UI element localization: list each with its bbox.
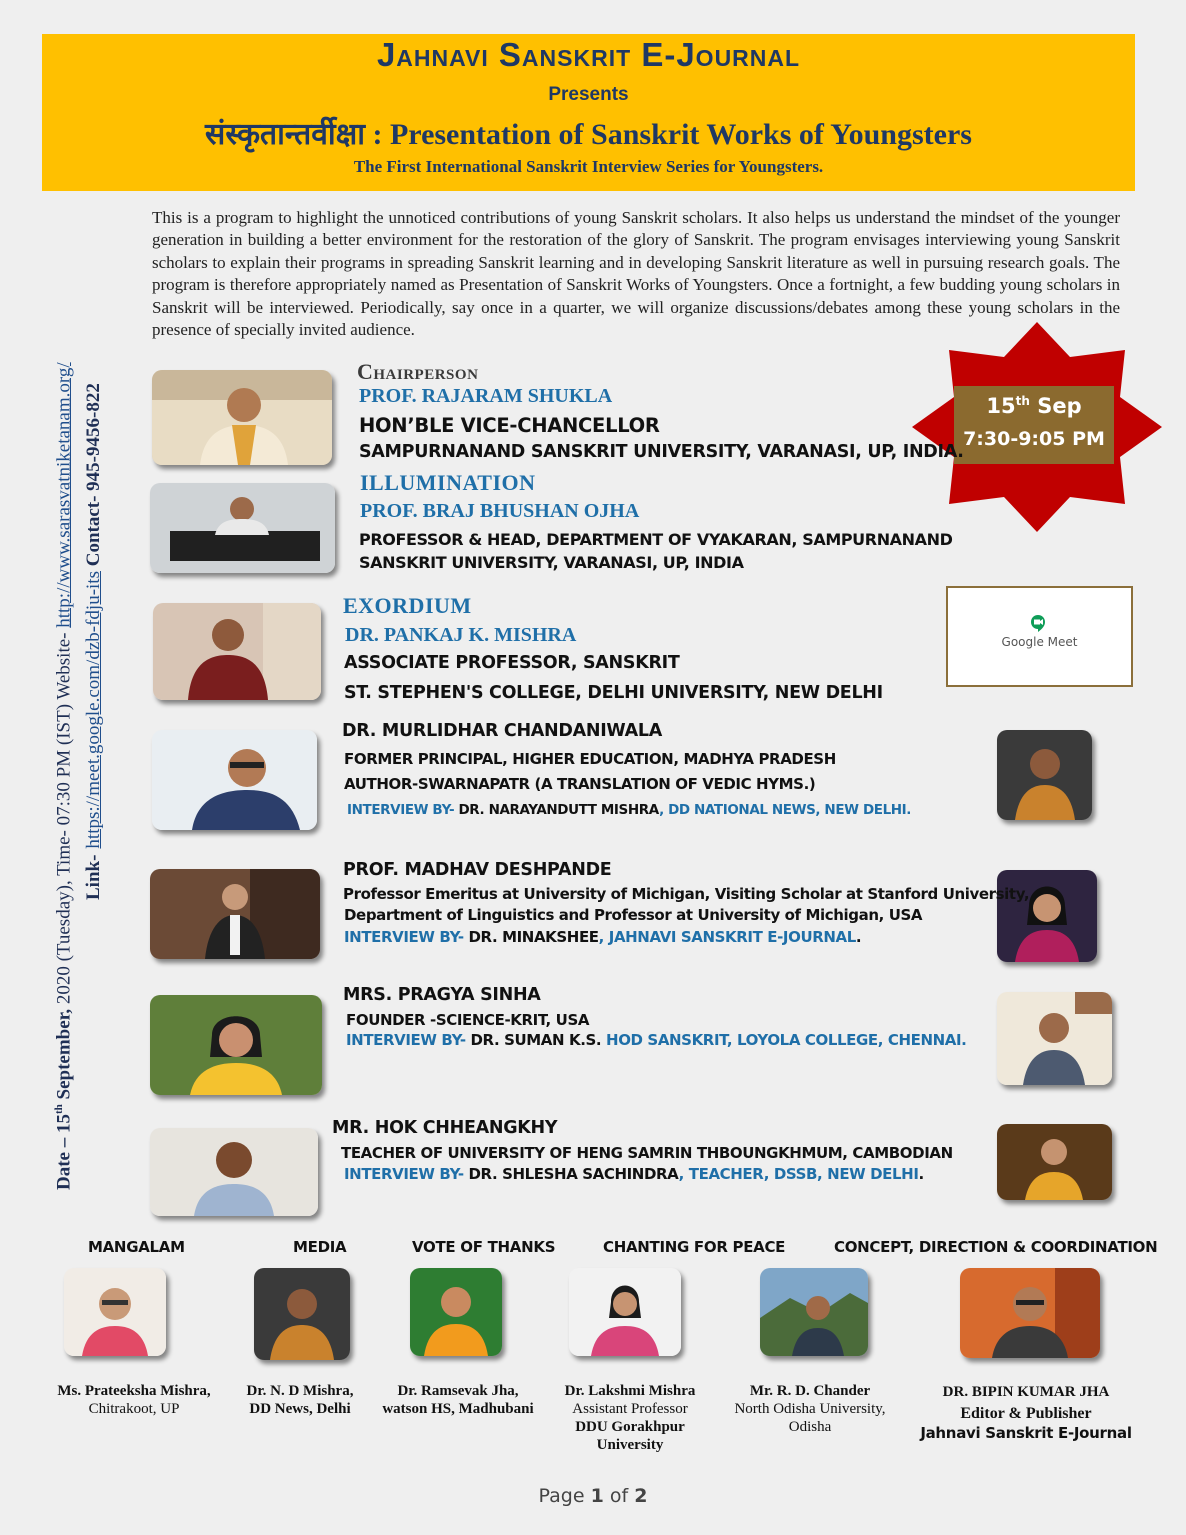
time-text: 2020 (Tuesday), Time- 07:30 PM (IST) Website-: [53, 627, 75, 1009]
photo-chanting: [569, 1268, 681, 1356]
g1-by-label: INTERVIEW BY-: [347, 802, 455, 818]
date-badge-star: [910, 322, 1165, 532]
illum-line2: SANSKRIT UNIVERSITY, VARANASI, UP, INDIA: [359, 553, 744, 572]
page-number: [0, 1485, 1186, 1507]
badge-day: 15: [986, 394, 1016, 418]
link-label: Link-: [83, 854, 105, 900]
photo-mangalam: [64, 1268, 166, 1356]
g3-by-org: HOD SANSKRIT, LOYOLA COLLEGE, CHENNAI.: [601, 1031, 967, 1049]
cat-chanting: CHANTING FOR PEACE: [603, 1238, 786, 1256]
exord-line2: ST. STEPHEN'S COLLEGE, DELHI UNIVERSITY, NEW DELHI: [344, 683, 883, 703]
g1-name: DR. MURLIDHAR CHANDANIWALA: [342, 721, 662, 741]
g3-name: MRS. PRAGYA SINHA: [343, 985, 541, 1005]
g1-interview: [347, 802, 911, 818]
google-meet-label: Google Meet: [1001, 635, 1078, 649]
chair-line2: SAMPURNANAND SANSKRIT UNIVERSITY, VARANASI, UP, INDIA.: [359, 442, 964, 462]
caption-editor-name: DR. BIPIN KUMAR JHA: [942, 1384, 1110, 1400]
side-line-1: [44, 220, 79, 1190]
caption-editor: [918, 1382, 1134, 1442]
page-current: 1: [590, 1485, 604, 1507]
badge-date: [954, 394, 1114, 418]
caption-chander-name: Mr. R. D. Chander: [749, 1383, 871, 1399]
exord-line1: ASSOCIATE PROFESSOR, SANSKRIT: [344, 653, 680, 673]
photo-chairperson: [152, 370, 332, 465]
chair-line1: HON’BLE VICE-CHANCELLOR: [359, 414, 660, 437]
g2-by-end: .: [855, 928, 862, 946]
photo-vote-of-thanks: [410, 1268, 502, 1356]
caption-chander: [722, 1382, 898, 1436]
g2-line2: Department of Linguistics and Professor at University of Michigan, USA: [344, 906, 923, 924]
date-sup: th: [53, 1104, 65, 1115]
google-meet-icon: [1030, 614, 1046, 632]
photo-exordium: [153, 603, 321, 700]
caption-chander-org: North Odisha University,: [734, 1401, 886, 1417]
caption-vote: [372, 1382, 544, 1418]
photo-interviewer-1: [997, 730, 1092, 820]
caption-editor-journal: Jahnavi Sanskrit E-Journal: [920, 1424, 1132, 1442]
photo-interviewer-3: [997, 992, 1112, 1085]
caption-media-name: Dr. N. D Mishra,: [246, 1383, 354, 1399]
g3-by-label: INTERVIEW BY-: [346, 1031, 466, 1049]
photo-media: [254, 1268, 350, 1360]
photo-editor: [960, 1268, 1100, 1358]
presents-text: Presents: [548, 84, 629, 105]
chair-role: Chairperson: [357, 359, 479, 384]
photo-interviewer-4: [997, 1124, 1112, 1200]
g4-by-end: .: [918, 1165, 924, 1183]
g3-by-name: DR. SUMAN K.S.: [465, 1031, 602, 1049]
g1-line1: FORMER PRINCIPAL, HIGHER EDUCATION, MADHYA PRADESH: [344, 750, 836, 768]
series-title: The First International Sanskrit Interview Series for Youngsters.: [353, 157, 824, 176]
photo-guest-3: [150, 995, 322, 1095]
g3-interview: [346, 1031, 966, 1049]
g4-by-name: DR. SHLESHA SACHINDRA: [463, 1165, 679, 1183]
journal-title: Jahnavi Sanskrit E-Journal: [376, 36, 801, 73]
caption-chander-place: Odisha: [788, 1419, 832, 1435]
side-info: [44, 220, 114, 1190]
side-line-2: [79, 220, 109, 1190]
website-link[interactable]: http://www.sarasvatniketanam.org/: [53, 362, 75, 628]
contact-text: Contact- 945-9456-822: [83, 383, 105, 572]
caption-vote-org: watson HS, Madhubani: [382, 1401, 534, 1417]
illum-line1: PROFESSOR & HEAD, DEPARTMENT OF VYAKARAN, SAMPURNANAND: [359, 530, 953, 549]
badge-month: Sep: [1029, 394, 1082, 418]
program-title: संस्कृतान्तर्वीक्षा : Presentation of Sanskrit Works of Youngsters: [205, 118, 972, 151]
exord-role: EXORDIUM: [343, 593, 472, 618]
badge-time: 7:30-9:05 PM: [963, 428, 1105, 450]
g1-by-org: , DD NATIONAL NEWS, NEW DELHI.: [659, 802, 912, 818]
g2-by-name: DR. MINAKSHEE: [463, 928, 599, 946]
g2-line1: Professor Emeritus at University of Michigan, Visiting Scholar at Stanford University,: [343, 885, 1030, 903]
g4-line1: TEACHER OF UNIVERSITY OF HENG SAMRIN THBOUNGKHMUM, CAMBODIAN: [341, 1144, 953, 1162]
date-prefix: Date – 15: [53, 1114, 75, 1190]
caption-mangalam-name: Ms. Prateeksha Mishra,: [57, 1383, 211, 1399]
g2-by-org: , JAHNAVI SANSKRIT E-JOURNAL: [598, 928, 856, 946]
g2-interview: [344, 928, 861, 946]
caption-mangalam-place: Chitrakoot, UP: [88, 1401, 180, 1417]
illum-name: PROF. BRAJ BHUSHAN OJHA: [360, 500, 640, 522]
g1-line2: AUTHOR-SWARNAPATR (A TRANSLATION OF VEDIC HYMS.): [344, 775, 816, 793]
caption-mangalam: [50, 1382, 218, 1418]
photo-interviewer-2: [997, 870, 1097, 962]
g4-name: MR. HOK CHHEANGKHY: [332, 1118, 558, 1138]
g1-by-name: DR. NARAYANDUTT MISHRA: [454, 802, 660, 818]
exord-name: DR. PANKAJ K. MISHRA: [345, 624, 577, 646]
page-total: 2: [634, 1485, 648, 1507]
cat-concept: CONCEPT, DIRECTION & COORDINATION: [834, 1238, 1158, 1256]
page-mid: of: [603, 1485, 635, 1507]
cat-vote-of-thanks: VOTE OF THANKS: [412, 1238, 556, 1256]
g3-line1: FOUNDER -SCIENCE-KRIT, USA: [346, 1011, 590, 1029]
intro-paragraph: This is a program to highlight the unnoticed contributions of young Sanskrit scholars. It also helps us understand the mindset of the younger generation in building a better environment for the restoration of the glory of Sanskrit. The program envisages interviewing young Sanskrit scholars to explain their programs in spreading Sanskrit learning and in developing Sanskrit literature as well in pursuing research goals. The program is therefore appropriately named as Presentation of Sanskrit Works of Youngsters. Once a fortnight, a few budding young scholars in Sanskrit will be interviewed. Periodically, say once in a quarter, we will organize discussions/debates among these young scholars in the presence of specially invited audience.: [152, 208, 1120, 340]
photo-guest-1: [152, 730, 317, 830]
g2-name: PROF. MADHAV DESHPANDE: [343, 860, 612, 880]
g4-by-org: , TEACHER, DSSB, NEW DELHI: [678, 1165, 919, 1183]
caption-chanting-role: Assistant Professor: [572, 1401, 688, 1417]
badge-sup: th: [1015, 394, 1030, 408]
caption-chanting-org: DDU Gorakhpur: [575, 1419, 685, 1435]
photo-guest-2: [150, 869, 320, 959]
illum-role: ILLUMINATION: [360, 470, 536, 495]
date-rest: September,: [53, 1008, 75, 1105]
caption-media-org: DD News, Delhi: [249, 1401, 351, 1417]
photo-coordination-chander: [760, 1268, 868, 1356]
meet-link[interactable]: https://meet.google.com/dzb-fdju-its: [83, 571, 105, 849]
caption-chanting-org2: University: [596, 1437, 664, 1453]
g4-interview: [344, 1165, 924, 1183]
cat-media: MEDIA: [293, 1238, 347, 1256]
caption-vote-name: Dr. Ramsevak Jha,: [397, 1383, 519, 1399]
g2-by-label: INTERVIEW BY-: [344, 928, 464, 946]
photo-illumination: [150, 483, 335, 573]
g4-by-label: INTERVIEW BY-: [344, 1165, 464, 1183]
caption-chanting: [552, 1382, 708, 1454]
cat-mangalam: MANGALAM: [88, 1238, 185, 1256]
caption-chanting-name: Dr. Lakshmi Mishra: [564, 1383, 696, 1399]
caption-media: [236, 1382, 364, 1418]
photo-guest-4: [150, 1128, 318, 1216]
chair-name: PROF. RAJARAM SHUKLA: [359, 385, 613, 407]
caption-editor-role: Editor & Publisher: [960, 1405, 1092, 1422]
page-pre: Page: [538, 1485, 591, 1507]
